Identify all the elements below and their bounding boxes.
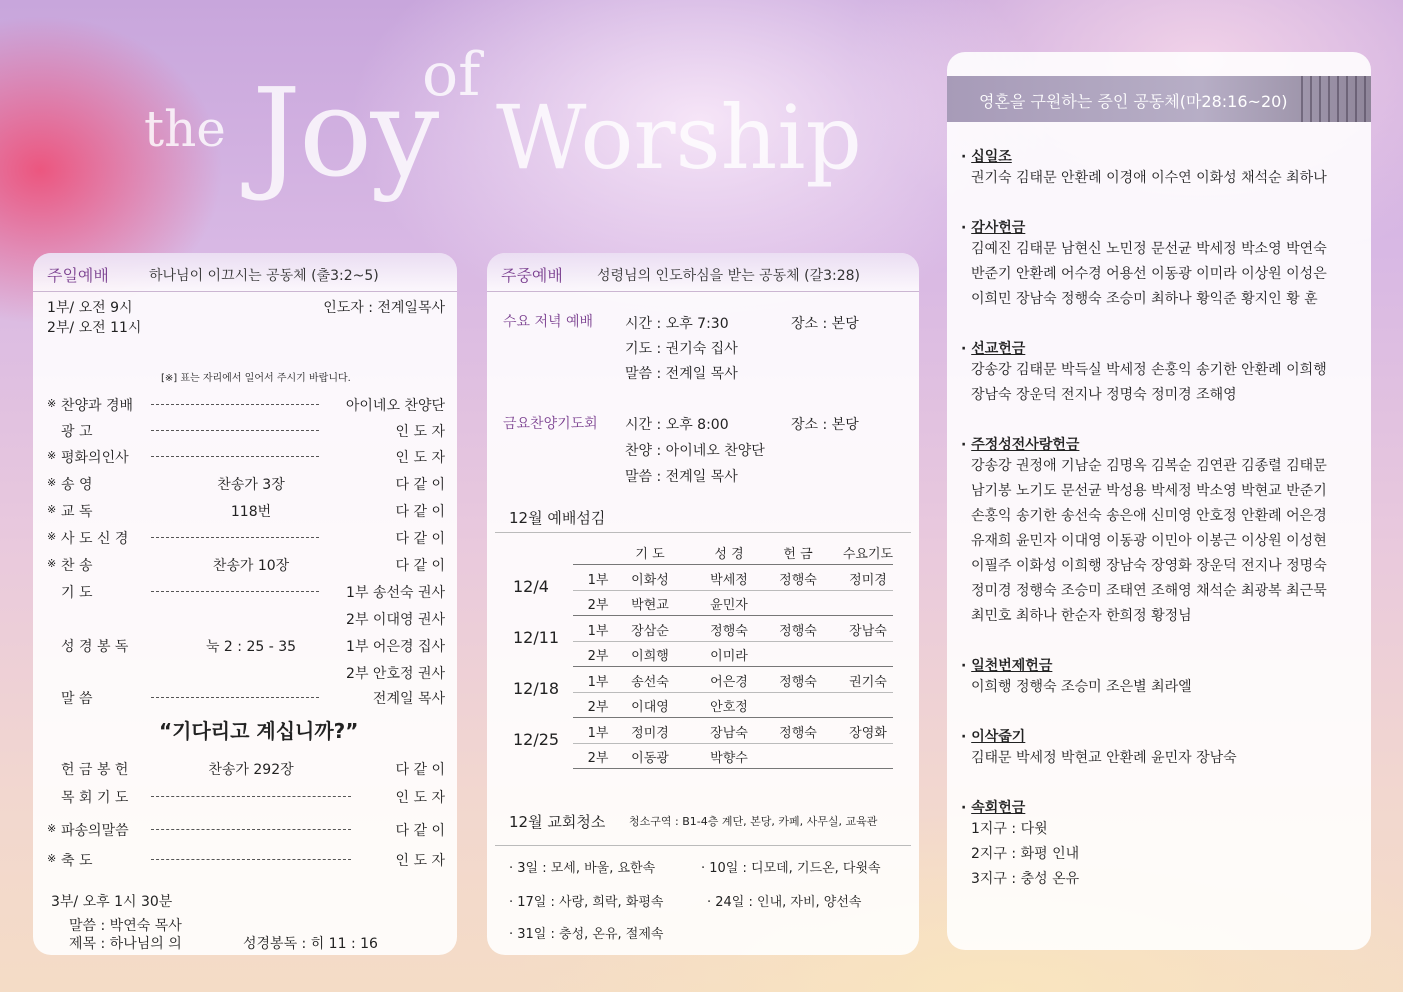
- service-time-1: 1부/ 오전 9시: [47, 300, 133, 316]
- service-duty-title: 12월 예배섬김: [509, 509, 606, 527]
- duty-cell: 정행숙: [779, 726, 817, 741]
- order-item-person: 2부 이대영 권사: [346, 612, 445, 628]
- duty-cell: 이희행: [631, 649, 669, 664]
- offering-names-line: 이필주 이화성 이희행 장남숙 장영화 장운덕 전지나 정명숙: [971, 558, 1327, 574]
- friday-time: 시간 : 오후 8:00: [625, 417, 729, 433]
- bullet: ·: [961, 149, 972, 165]
- offering-banner: [947, 76, 1371, 122]
- order-item-name: 송 영: [61, 477, 93, 493]
- third-service-reading: 성경봉독 : 히 11 : 16: [243, 936, 378, 952]
- title-the: the: [144, 100, 226, 158]
- offering-section-title: [961, 146, 1012, 166]
- friday-label: 금요찬양기도회: [503, 416, 598, 432]
- row-rule: [573, 743, 893, 744]
- order-item-person: 다 같 이: [395, 477, 445, 493]
- dotted-leader: [151, 829, 351, 830]
- weekday-header: [487, 253, 919, 292]
- dotted-leader: [151, 430, 319, 431]
- wednesday-prayer: 기도 : 권기숙 집사: [625, 341, 738, 357]
- order-item-name: 목 회 기 도: [61, 790, 129, 806]
- table-header: 성 경: [714, 547, 744, 562]
- bullet: ·: [961, 341, 972, 357]
- duty-cell: 2부: [587, 649, 609, 664]
- order-item-person: 아이네오 찬양단: [345, 398, 445, 414]
- sunday-theme: 하나님이 이끄시는 공동체 (출3:2~5): [149, 268, 379, 284]
- group-rule: [573, 717, 893, 718]
- standing-mark: ※: [47, 557, 57, 570]
- order-item-person: 인 도 자: [395, 790, 445, 806]
- sunday-header: [33, 253, 457, 292]
- order-item-person: 인 도 자: [395, 424, 445, 440]
- duty-date: 12/25: [513, 730, 560, 749]
- order-item-name: 사 도 신 경: [61, 531, 129, 547]
- order-item-name: 평화의인사: [61, 450, 129, 466]
- title-worship: Worship: [496, 86, 862, 189]
- duty-cell: 이동광: [631, 751, 669, 766]
- dotted-leader: [151, 697, 319, 698]
- duty-cell: 1부: [587, 573, 609, 588]
- order-item-name: 축 도: [61, 853, 93, 869]
- row-rule: [573, 641, 893, 642]
- duty-cell: 권기숙: [849, 675, 887, 690]
- order-item-detail: 118번: [230, 504, 272, 520]
- offering-section-title: [961, 217, 1025, 237]
- cleaning-title: 12월 교회청소: [509, 813, 606, 831]
- duty-cell: 박향수: [710, 751, 748, 766]
- order-item-name: 기 도: [61, 585, 93, 601]
- order-item-name: 광 고: [61, 424, 93, 440]
- duty-cell: 송선숙: [631, 675, 669, 690]
- duty-cell: 어은경: [710, 675, 748, 690]
- weekday-heading: 주중예배: [501, 266, 563, 285]
- table-header: 헌 금: [783, 547, 813, 562]
- weekday-worship-panel: [487, 253, 919, 955]
- weekday-theme: 성령님의 인도하심을 받는 공동체 (갈3:28): [597, 268, 861, 284]
- offering-names-line: 최민호 최하나 한순자 한희정 황정님: [971, 608, 1192, 624]
- duty-cell: 2부: [587, 700, 609, 715]
- offering-section-name: 감사헌금: [971, 220, 1026, 236]
- duty-cell: 박세정: [710, 573, 748, 588]
- order-item-detail: 찬송가 10장: [212, 558, 290, 574]
- friday-place: 장소 : 본당: [791, 417, 859, 433]
- duty-cell: 장남숙: [710, 726, 748, 741]
- offering-names-line: 권기숙 김태문 안환례 이경애 이수연 이화성 채석순 최하나: [971, 170, 1327, 186]
- duty-date: 12/11: [513, 628, 560, 647]
- third-service-time: 3부/ 오후 1시 30분: [51, 894, 173, 910]
- offering-heading: 영혼을 구원하는 증인 공동체(마28:16~20): [979, 92, 1288, 111]
- service-leader: 인도자 : 전계일목사: [323, 300, 445, 316]
- duty-cell: 1부: [587, 675, 609, 690]
- duty-cell: 1부: [587, 726, 609, 741]
- duty-cell: 이화성: [631, 573, 669, 588]
- offering-section-name: 속회헌금: [971, 800, 1026, 816]
- table-rule: [573, 564, 893, 565]
- order-item-name: 찬 송: [61, 558, 93, 574]
- order-item-person: 다 같 이: [395, 762, 445, 778]
- joy-of-worship-title: [140, 40, 860, 210]
- row-rule: [573, 692, 893, 693]
- bullet: ·: [961, 729, 972, 745]
- standing-mark: ※: [47, 822, 57, 835]
- title-of: of: [422, 40, 481, 110]
- friday-praise: 찬양 : 아이네오 찬양단: [625, 443, 765, 459]
- duty-date: 12/4: [513, 577, 549, 596]
- standing-mark: ※: [47, 530, 57, 543]
- order-item-name: 파송의말씀: [61, 823, 129, 839]
- duty-cell: 박현교: [631, 598, 669, 613]
- duty-cell: 장남숙: [849, 624, 887, 639]
- wednesday-label: 수요 저녁 예배: [503, 314, 594, 330]
- standing-mark: ※: [47, 476, 57, 489]
- order-item-name: 찬양과 경배: [61, 398, 134, 414]
- offering-section-name: 십일조: [971, 149, 1012, 165]
- group-rule: [573, 768, 893, 769]
- offering-names-line: 정미경 정행숙 조승미 조태연 조해영 채석순 최광복 최근묵: [971, 583, 1327, 599]
- wednesday-place: 장소 : 본당: [791, 316, 859, 332]
- duty-cell: 정행숙: [779, 573, 817, 588]
- offering-names-line: 강송강 권정애 기남순 김명옥 김복순 김연관 김종렬 김태문: [971, 458, 1327, 474]
- dotted-leader: [151, 796, 351, 797]
- order-item-person: 1부 송선숙 권사: [346, 585, 445, 601]
- offering-names-line: 1지구 : 다윗: [971, 821, 1048, 837]
- offering-section-title: [961, 434, 1079, 454]
- offering-section-title: [961, 726, 1025, 746]
- standing-mark: ※: [47, 449, 57, 462]
- sunday-heading: 주일예배: [47, 266, 109, 285]
- third-service-speaker: 말씀 : 박연숙 목사: [69, 918, 182, 934]
- cleaning-item: · 3일 : 모세, 바울, 요한속: [509, 861, 656, 876]
- order-item-detail: 찬송가 3장: [217, 477, 285, 493]
- duty-cell: 정미경: [631, 726, 669, 741]
- cleaning-item: · 10일 : 디모데, 기드온, 다윗속: [701, 861, 881, 876]
- duty-date: 12/18: [513, 679, 560, 698]
- standing-note: [※] 표는 자리에서 일어서 주시기 바랍니다.: [161, 373, 351, 384]
- group-rule: [573, 666, 893, 667]
- duty-cell: 2부: [587, 751, 609, 766]
- duty-cell: 정미경: [849, 573, 887, 588]
- bullet: ·: [961, 220, 972, 236]
- duty-cell: 이대영: [631, 700, 669, 715]
- offering-section-name: 주정성전사랑헌금: [971, 437, 1080, 453]
- offering-section-title: [961, 797, 1025, 817]
- duty-cell: 2부: [587, 598, 609, 613]
- order-item-person: 다 같 이: [395, 531, 445, 547]
- order-item-person: 다 같 이: [395, 504, 445, 520]
- trees-decoration: [1301, 76, 1371, 122]
- offering-names-line: 손홍익 송기한 송선숙 송은애 신미영 안호정 안환례 어은경: [971, 508, 1327, 524]
- offering-section-title: [961, 338, 1025, 358]
- offering-names-line: 반준기 안환례 어수경 어용선 이동광 이미라 이상원 이성은: [971, 266, 1327, 282]
- dotted-leader: [151, 859, 351, 860]
- offering-names-line: 남기봉 노기도 문선균 박성용 박세정 박소영 박현교 반준기: [971, 483, 1327, 499]
- order-item-name: 말 씀: [61, 691, 93, 707]
- duty-cell: 안호정: [710, 700, 748, 715]
- offering-names-line: 2지구 : 화평 인내: [971, 846, 1080, 862]
- duty-cell: 정행숙: [779, 624, 817, 639]
- order-item-person: 다 같 이: [395, 823, 445, 839]
- offering-section-title: [961, 655, 1052, 675]
- duty-cell: 장삼순: [631, 624, 669, 639]
- offering-panel: [947, 52, 1371, 950]
- duty-cell: 윤민자: [710, 598, 748, 613]
- cleaning-item: · 31일 : 충성, 온유, 절제속: [509, 927, 664, 942]
- dotted-leader: [151, 404, 319, 405]
- order-item-person: 인 도 자: [395, 853, 445, 869]
- dotted-leader: [151, 591, 319, 592]
- order-item-person: 전계일 목사: [372, 691, 445, 707]
- table-header: 수요기도: [842, 547, 894, 562]
- bullet: ·: [961, 658, 972, 674]
- row-rule: [573, 590, 893, 591]
- standing-mark: ※: [47, 503, 57, 516]
- offering-names-line: 이희민 장남숙 정행숙 조승미 최하나 황익준 황지인 황 훈: [971, 291, 1318, 307]
- order-item-detail: 찬송가 292장: [208, 762, 294, 778]
- offering-section-name: 이삭줍기: [971, 729, 1026, 745]
- wednesday-sermon: 말씀 : 전계일 목사: [625, 366, 738, 382]
- offering-names-line: 유재희 윤민자 이대영 이동광 이민아 이봉근 이상원 이성현: [971, 533, 1327, 549]
- order-item-name: 성 경 봉 독: [61, 639, 129, 655]
- dotted-leader: [151, 537, 319, 538]
- order-item-person: 1부 어은경 집사: [346, 639, 445, 655]
- divider: [495, 845, 911, 846]
- offering-names-line: 강송강 김태문 박득실 박세정 손홍익 송기한 안환례 이희행: [971, 362, 1327, 378]
- order-item-name: 교 독: [61, 504, 93, 520]
- cleaning-item: · 17일 : 사랑, 희락, 화평속: [509, 895, 664, 910]
- dotted-leader: [151, 456, 319, 457]
- duty-cell: 장영화: [849, 726, 887, 741]
- offering-names-line: 이희행 정행숙 조승미 조은별 최라엘: [971, 679, 1192, 695]
- service-time-2: 2부/ 오전 11시: [47, 320, 142, 336]
- order-item-name: 헌 금 봉 헌: [61, 762, 129, 778]
- order-item-person: 다 같 이: [395, 558, 445, 574]
- table-header: 기 도: [635, 547, 665, 562]
- group-rule: [573, 615, 893, 616]
- offering-names-line: 장남숙 장운덕 전지나 정명숙 정미경 조해영: [971, 387, 1237, 403]
- friday-sermon: 말씀 : 전계일 목사: [625, 469, 738, 485]
- title-joy: Joy: [252, 62, 438, 204]
- offering-names-line: 3지구 : 충성 온유: [971, 871, 1080, 887]
- duty-cell: 정행숙: [710, 624, 748, 639]
- offering-section-name: 선교헌금: [971, 341, 1026, 357]
- offering-names-line: 김예진 김태문 남현신 노민정 문선균 박세정 박소영 박연숙: [971, 241, 1327, 257]
- offering-names-line: 김태문 박세정 박현교 안환례 윤민자 장남숙: [971, 750, 1237, 766]
- sermon-title: “기다리고 계십니까?”: [159, 719, 359, 743]
- wednesday-time: 시간 : 오후 7:30: [625, 316, 729, 332]
- duty-cell: 1부: [587, 624, 609, 639]
- duty-cell: 정행숙: [779, 675, 817, 690]
- duty-cell: 이미라: [710, 649, 748, 664]
- bullet: ·: [961, 437, 972, 453]
- offering-section-name: 일천번제헌금: [971, 658, 1053, 674]
- standing-mark: ※: [47, 397, 57, 410]
- divider: [495, 532, 911, 533]
- order-item-person: 인 도 자: [395, 450, 445, 466]
- order-item-detail: 눅 2 : 25 - 35: [205, 639, 297, 655]
- order-item-person: 2부 안호정 권사: [346, 666, 445, 682]
- bullet: ·: [961, 800, 972, 816]
- cleaning-item: · 24일 : 인내, 자비, 양선속: [707, 895, 862, 910]
- sunday-worship-panel: [33, 253, 457, 955]
- standing-mark: ※: [47, 852, 57, 865]
- cleaning-area: 청소구역 : B1-4층 계단, 본당, 카페, 사무실, 교육관: [629, 815, 878, 828]
- third-service-title: 제목 : 하나님의 의: [69, 936, 182, 952]
